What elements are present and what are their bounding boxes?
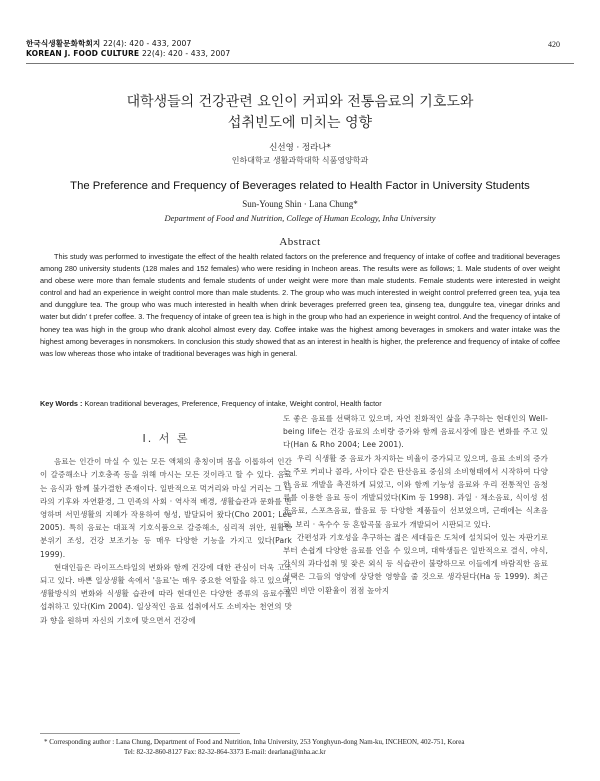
- footnote-corresponding-author: * Corresponding author : Lana Chung, Department of Food and Nutrition, Inha University, 253 Yonghyun-dong Nam-ku, INCHEON, 402-751, Korea: [44, 738, 465, 746]
- section-heading-introduction: I. 서 론: [142, 432, 190, 445]
- page-number: 420: [548, 40, 560, 49]
- keywords-label: Key Words :: [40, 399, 83, 408]
- left-column: [40, 418, 292, 627]
- footnote-contact: Tel: 82-32-860-8127 Fax: 82-32-864-3373 E-mail: dearlana@inha.ac.kr: [124, 748, 326, 756]
- abstract-body: This study was performed to investigate the effect of the health related factors on the preference and frequency of intake of coffee and traditional beverages among 280 university students (128 males and 152 females) who were residing in Incheon areas. The results were as follows; 1. Male students of over weight and obese were more than female students and female students of under weight were more than male students. Female students were interested in weight control and had an experience in weight control more than male students. 2. The group who was much interested in weight control preferred green tea, yuja tea and dungglure tea. The group who was much interested in health when drink beverages preferred green tea, ginseng tea, dunggulre tea, vinegar drinks and water but didn' t prefer coffee. 3. The frequency of intake of green tea is high in the group who had an experience in weight control. And the frequency of intake of honey tea was high in the group who drank alcohol almost every day. Coffee intake was the highest among beverages in smokers and water intake was the highest among beverages in nonsmokers. In conclusion this study showed that as an interest in health is higher, the preference and frequency of intake of coffee was low whereas those who intake of traditional beverages was high in general.: [40, 252, 560, 358]
- authors-english: Sun-Young Shin · Lana Chung*: [242, 199, 358, 209]
- affiliation-english: Department of Food and Nutrition, College of Human Ecology, Inha University: [164, 213, 436, 223]
- body-paragraph: 현대인들은 라이프스타일의 변화와 함께 건강에 대한 관심이 더욱 고조되고 있다. 바쁜 일상생활 속에서 '음료'는 매우 중요한 역할을 하고 있으며, 생활방식의 변화와 식생활 습관에 따라 현대인은 다양한 종류의 음료수를 섭취하고 있다(Kim 2004). 일상적인 음료 섭취에서도 소비자는 천연의 맛과 향을 원하며 자신의 기호에 맞으면서 건강에: [40, 562, 292, 625]
- journal-name-en: KOREAN J. FOOD CULTURE: [26, 49, 140, 58]
- title-korean-line2: 섭취빈도에 미치는 영향: [227, 115, 373, 131]
- title-english: The Preference and Frequency of Beverages related to Health Factor in University Students: [70, 180, 530, 192]
- journal-header-ko: [26, 38, 191, 49]
- body-paragraph: 간편성과 기호성을 추구하는 젊은 세대들은 도처에 설치되어 있는 자판기로부터 손쉽게 다양한 음료를 언을 수 있으며, 대학생들은 일반적으로 결식, 야식, 간식의 과다섭취 및 잦은 외식 등 식습관이 불량하므로 이들에게 바람직한 음료 선택은 그들의 영양에 상당한 영향을 줄 것으로 생각된다(Ha 등 1999). 최근 국민 비만 이환율이 점점 높아지: [283, 532, 548, 595]
- footnote: [44, 737, 554, 757]
- journal-detail-ko: 22(4): 420 - 433, 2007: [103, 39, 192, 48]
- journal-detail-en: 22(4): 420 - 433, 2007: [141, 49, 231, 58]
- body-paragraph: 음료는 인간이 마실 수 있는 모든 액체의 총칭이며 몸을 이롭하여 인간이 갈증해소나 기호충족 등을 위해 마시는 모든 것이라고 할 수 있다. 음료는 음식과 함께 불가결한 존재이다. 일반적으로 먹거리와 마실 거리는 그 나라의 기후와 자연환경, 그 민족의 사회 · 역사적 배경, 생활습관과 문화를 반영하며 서민생활의 지혜가 작용하여 형성, 발달되어 왔다(Cho 2001; Lee 2005). 특히 음료는 대표적 기호식품으로 갈증해소, 심리적 위안, 원활한 분위기 조성, 건강 보조기능 등 매우 다양한 기능을 가지고 있다(Park 1999).: [40, 457, 292, 559]
- authors-korean: 신선영 · 정라나*: [269, 143, 331, 153]
- journal-name-ko: 한국식생활문화학회지: [26, 39, 101, 48]
- title-korean-line1: 대학생들의 건강관련 요인이 커피와 전통음료의 기호도와: [126, 94, 474, 110]
- keywords: [40, 399, 560, 408]
- header-rule: [26, 63, 574, 64]
- keywords-text: Korean traditional beverages, Preference, Frequency of intake, Weight control, Health factor: [84, 399, 382, 408]
- body-paragraph: 도 좋은 음료를 선택하고 있으며, 자연 친화적인 삶을 추구하는 현대인의 Well-being life는 건강 음료의 소비량 증가와 함께 음료시장에 많은 변화를 주고 있다(Han & Rho 2004; Lee 2001).: [283, 414, 548, 450]
- body-paragraph: 우리 식생활 중 음료가 차지하는 비율이 증가되고 있으며, 음료 소비의 증가는 주로 커피나 콜라, 사이다 같은 탄산음료 중심의 소비형태에서 시작하여 다양한 음료 개발을 촉진하게 되었고, 이와 함께 기능성 음료와 우리 전통적인 음청류를 이용한 음료 등이 개발되었다(Kim 등 1998). 과일 · 채소음료, 식이성 섬유음료, 스포츠음료, 쌀음료 등 다양한 제품들이 선보였으며, 근래에는 식초음료, 보리 · 옥수수 등 혼합곡물 음료가 개발되어 시판되고 있다.: [283, 453, 548, 529]
- footnote-rule: [40, 733, 240, 734]
- abstract-heading: Abstract: [279, 236, 321, 248]
- journal-header-en: [26, 49, 230, 58]
- affiliation-korean: 인하대학교 생활과학대학 식품영양학과: [231, 156, 369, 165]
- right-column: [283, 412, 548, 597]
